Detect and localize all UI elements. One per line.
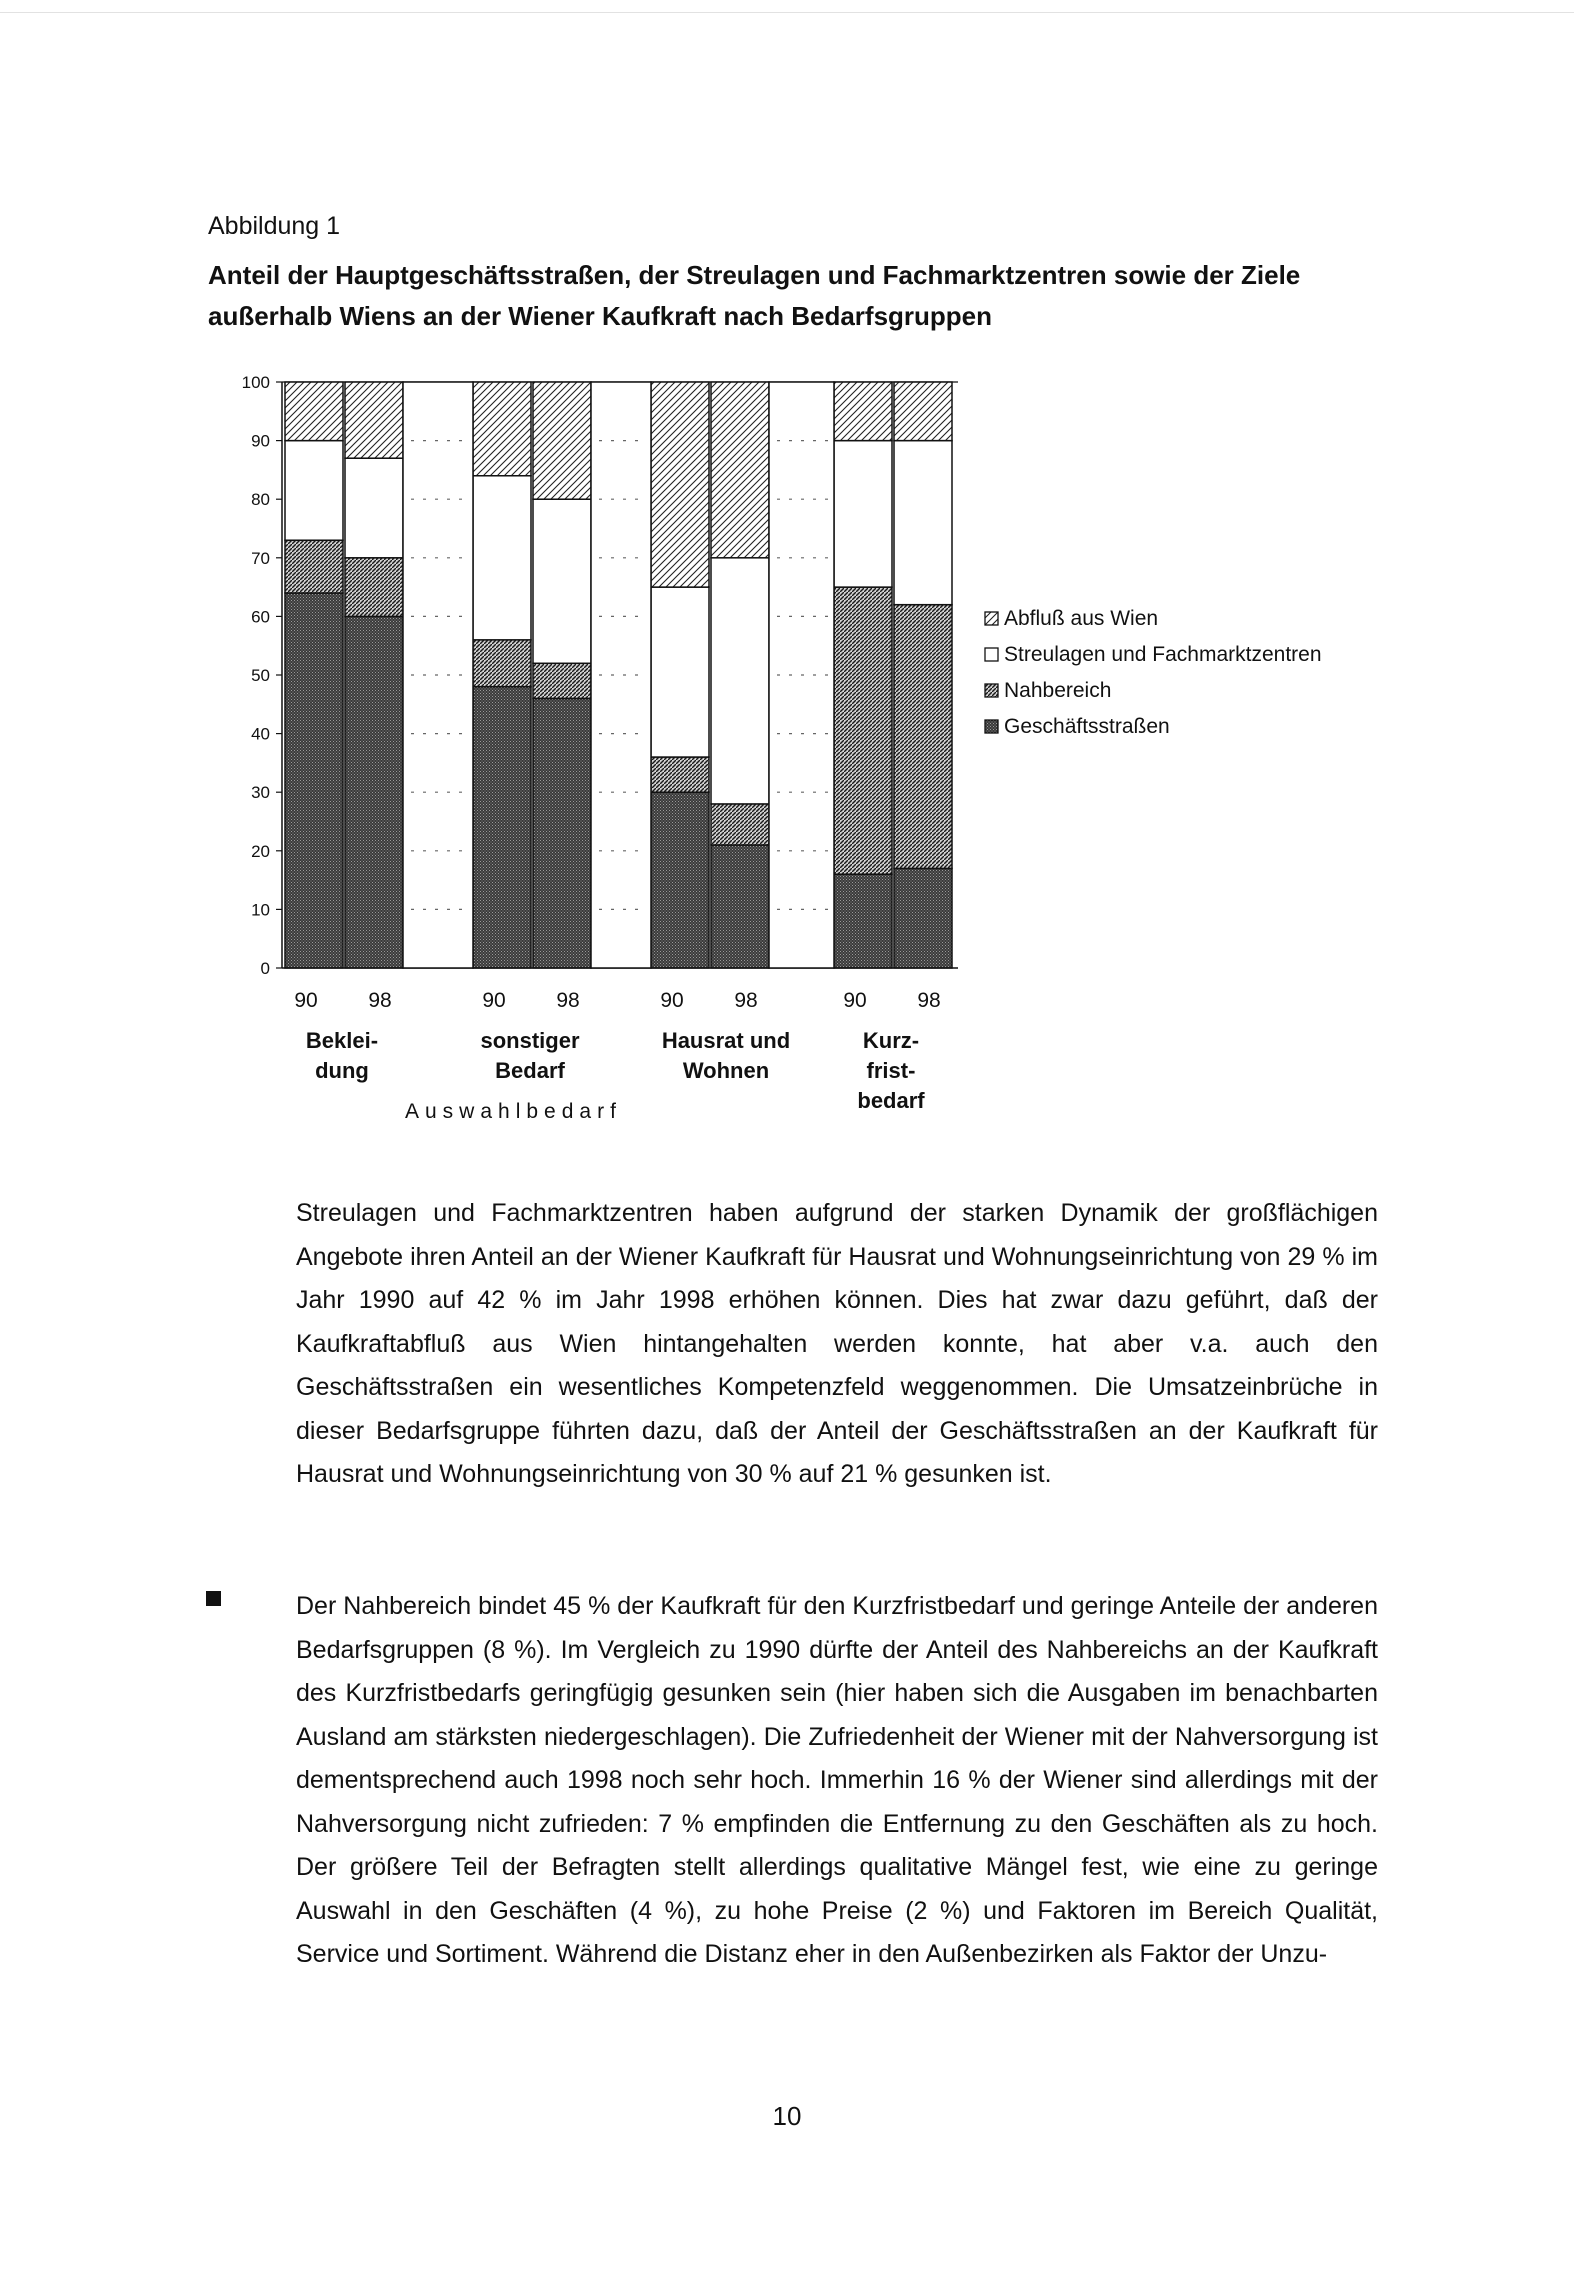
y-tick-label: 0: [260, 959, 270, 978]
figure-title: Anteil der Hauptgeschäftsstraßen, der Streulagen und Fachmarktzentren sowie der Ziele außerhalb Wiens an der Wiener Kaufkraft nach Bedarfsgruppen: [208, 260, 1301, 331]
y-tick-label: 40: [251, 724, 270, 744]
bar-segment-abfluss: [345, 382, 403, 458]
group-label: Beklei-: [305, 1028, 379, 1053]
bar-segment-nahbereich: [711, 804, 769, 845]
page-number: 10: [772, 2101, 802, 2131]
legend-label: Streulagen und Fachmarktzentren: [1004, 643, 1322, 666]
bar-year-label: 98: [734, 989, 758, 1012]
bar-segment-nahbereich: [651, 757, 709, 792]
legend-label: Abfluß aus Wien: [1004, 607, 1159, 630]
bar-segment-geschaeftsstrassen: [711, 845, 769, 968]
group-label: bedarf: [857, 1088, 925, 1113]
bar-segment-streulagen: [651, 587, 709, 757]
bar-segment-geschaeftsstrassen: [473, 687, 531, 968]
group-label: Bedarf: [495, 1058, 565, 1083]
figure-label: Abbildung 1: [208, 212, 341, 240]
y-tick-label: 100: [241, 373, 270, 392]
legend-swatch-geschaeftsstrassen: [985, 720, 998, 733]
legend-swatch-nahbereich: [985, 684, 998, 697]
bar-segment-abfluss: [473, 382, 531, 476]
bar-segment-abfluss: [285, 382, 343, 441]
bar-segment-abfluss: [711, 382, 769, 558]
bar-segment-abfluss: [533, 382, 591, 499]
bar-segment-streulagen: [711, 558, 769, 804]
bar-segment-geschaeftsstrassen: [834, 874, 892, 968]
bar-segment-geschaeftsstrassen: [533, 698, 591, 968]
bar-segment-nahbereich: [345, 558, 403, 617]
bar-segment-geschaeftsstrassen: [894, 868, 952, 968]
bar-segment-streulagen: [345, 458, 403, 558]
y-tick-label: 80: [251, 490, 270, 510]
bar-year-label: 98: [917, 989, 941, 1012]
legend-label: Geschäftsstraßen: [1004, 715, 1170, 738]
legend-swatch-streulagen: [985, 648, 998, 661]
y-tick-label: 10: [251, 900, 270, 920]
bullet-square: [206, 1591, 221, 1606]
bar-segment-abfluss: [894, 382, 952, 441]
y-tick-label: 60: [251, 607, 270, 627]
group-label: dung: [315, 1058, 369, 1083]
bar-segment-nahbereich: [894, 605, 952, 869]
bar-segment-streulagen: [894, 441, 952, 605]
group-label: frist-: [866, 1058, 916, 1083]
bar-segment-nahbereich: [285, 540, 343, 593]
bar-segment-abfluss: [834, 382, 892, 441]
bar-segment-nahbereich: [473, 640, 531, 687]
bar-segment-streulagen: [473, 476, 531, 640]
legend-label: Nahbereich: [1004, 679, 1112, 702]
bar-segment-nahbereich: [533, 663, 591, 698]
y-tick-label: 70: [251, 548, 270, 568]
paragraph-nahbereich: Der Nahbereich bindet 45 % der Kaufkraft für den Kurzfristbedarf und geringe Anteile der anderen Bedarfsgruppen (8 %). Im Vergleich zu 1990 dürfte der Anteil des Nahbereichs an der Kaufkraft des Kurzfristbedarfs geringfügig gesunken sein (hier haben sich die Ausgaben im benachbarten Ausland am stärksten niedergeschlagen). Die Zufriedenheit der Wiener mit der Nahversorgung ist dementsprechend auch 1998 noch sehr hoch. Immerhin 16 % der Wiener sind allerdings mit der Nahversorgung nicht zufrieden: 7 % empfinden die Entfernung zu den Geschäften als zu hoch. Der größere Teil der Befragten stellt allerdings qualitative Mängel fest, wie eine zu geringe Auswahl in den Geschäften (4 %), zu hohe Preise (2 %) und Faktoren im Bereich Qualität, Service und Sortiment. Während die Distanz eher in den Außenbezirken als Faktor der Unzu-: [296, 1592, 1378, 1968]
bar-year-label: 90: [482, 989, 506, 1012]
group-label: Kurz-: [862, 1028, 920, 1053]
bar-year-label: 90: [843, 989, 867, 1012]
y-tick-label: 50: [251, 666, 270, 685]
bar-segment-geschaeftsstrassen: [651, 792, 709, 968]
y-tick-label: 90: [251, 431, 270, 451]
bar-year-label: 90: [660, 989, 684, 1012]
bar-segment-geschaeftsstrassen: [345, 616, 403, 968]
bar-segment-streulagen: [834, 441, 892, 587]
group-label: sonstiger: [480, 1028, 580, 1053]
bar-segment-abfluss: [651, 382, 709, 587]
super-group-label: Auswahlbedarf: [405, 1100, 622, 1123]
bar-segment-nahbereich: [834, 587, 892, 874]
bar-segment-streulagen: [285, 441, 343, 541]
group-label: Wohnen: [682, 1058, 770, 1083]
bar-year-label: 90: [294, 989, 318, 1012]
y-tick-label: 20: [251, 841, 270, 861]
paragraph-streulagen: Streulagen und Fachmarktzentren haben aufgrund der starken Dynamik der großflächigen Angebote ihren Anteil an der Wiener Kaufkraft für Hausrat und Wohnungseinrichtung von 29 % im Jahr 1990 auf 42 % im Jahr 1998 erhöhen können. Dies hat zwar dazu geführt, daß der Kaufkraftabfluß aus Wien hintangehalten werden konnte, hat aber v.a. auch den Geschäftsstraßen ein wesentliches Kompetenzfeld weggenommen. Die Umsatzeinbrüche in dieser Bedarfsgruppe führten dazu, daß der Anteil der Geschäftsstraßen an der Kaufkraft für Hausrat und Wohnungseinrichtung von 30 % auf 21 % gesunken ist.: [296, 1199, 1378, 1488]
y-tick-label: 30: [251, 783, 270, 803]
bar-segment-streulagen: [533, 499, 591, 663]
bar-segment-geschaeftsstrassen: [285, 593, 343, 968]
bar-year-label: 98: [368, 989, 392, 1012]
bar-year-label: 98: [556, 989, 580, 1012]
group-label: Hausrat und: [661, 1028, 791, 1053]
legend-swatch-abfluss: [985, 612, 998, 625]
